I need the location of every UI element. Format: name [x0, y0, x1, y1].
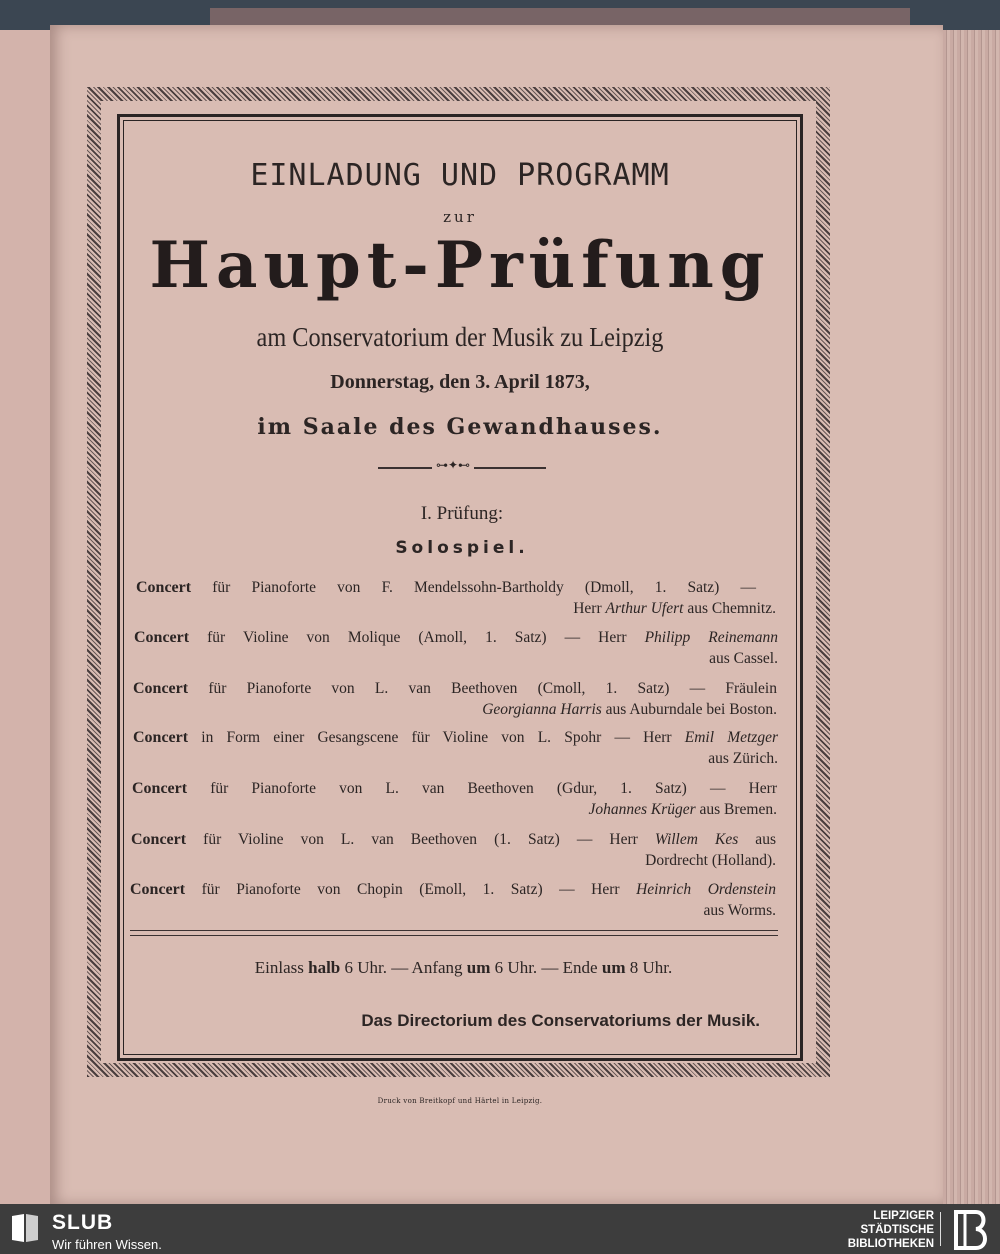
schedule-line	[117, 958, 810, 978]
program-item	[131, 829, 776, 871]
item-text: für Pianoforte von L. van Beethoven (Gdur, 1. Satz) — Herr	[187, 780, 777, 797]
program-item	[133, 678, 777, 720]
program-item	[130, 879, 776, 921]
slub-tagline: Wir führen Wissen.	[52, 1237, 162, 1252]
performer-name: Georgianna Harris	[482, 701, 602, 718]
item-lead: Concert	[131, 831, 187, 848]
item-text: aus Cassel.	[709, 650, 778, 667]
director-signature: Das Directorium des Conservatoriums der Musik.	[361, 1011, 760, 1030]
item-text: aus Worms.	[703, 902, 776, 919]
schedule-text: 6 Uhr. — Ende	[490, 958, 602, 977]
item-text: aus	[738, 831, 776, 848]
printer-note: Druck von Breitkopf und Härtel in Leipzig.	[377, 1097, 543, 1105]
item-text: Dordrecht (Holland).	[645, 852, 776, 869]
program-item	[132, 778, 777, 820]
item-text: für Pianoforte von L. van Beethoven (Cmoll, 1. Satz) — Fräulein	[188, 680, 777, 697]
slub-name: SLUB	[52, 1211, 114, 1234]
item-text: für Pianoforte von F. Mendelssohn-Bartholdy (Dmoll, 1. Satz) —	[191, 579, 756, 596]
lsb-logo-icon	[952, 1210, 990, 1250]
item-lead: Concert	[133, 729, 189, 746]
subsection-heading: Solospiel.	[395, 538, 529, 558]
item-text: für Pianoforte von Chopin (Emoll, 1. Satz) — Herr	[185, 881, 637, 898]
lsb-line: LEIPZIGER	[873, 1210, 934, 1222]
item-text: aus Bremen.	[695, 801, 777, 818]
schedule-text: halb	[308, 958, 341, 977]
performer-name: Philipp Reinemann	[644, 629, 778, 646]
section-heading: I. Prüfung:	[420, 503, 504, 524]
item-text: Herr	[573, 600, 606, 617]
left-page-edge	[0, 30, 55, 1204]
item-text: für Violine von Molique (Amoll, 1. Satz) — Herr	[189, 629, 645, 646]
performer-name: Heinrich Ordenstein	[636, 881, 776, 898]
item-text: für Violine von L. van Beethoven (1. Satz) — Herr	[186, 831, 655, 848]
schedule-text: 6 Uhr. — Anfang	[340, 958, 467, 977]
item-lead: Concert	[132, 780, 188, 797]
heading-invitation: EINLADUNG UND PROGRAMM	[250, 158, 670, 193]
performer-name: Willem Kes	[654, 831, 739, 848]
program-item	[136, 577, 776, 619]
schedule-text: 8 Uhr.	[625, 958, 673, 977]
performer-name: Emil Metzger	[684, 729, 778, 746]
footer-divider	[940, 1212, 941, 1246]
item-lead: Concert	[134, 629, 190, 646]
double-rule-bottom	[130, 935, 778, 936]
item-text: aus Auburndale bei Boston.	[601, 701, 777, 718]
schedule-text: um	[601, 958, 626, 977]
slub-logo-icon	[10, 1212, 40, 1244]
item-lead: Concert	[133, 680, 189, 697]
item-text: aus Zürich.	[708, 750, 778, 767]
page-title: Haupt-Prüfung	[149, 228, 771, 303]
heading-zur: zur	[443, 208, 477, 226]
schedule-text: Einlass	[254, 958, 309, 977]
page-stack-edge	[936, 30, 1000, 1204]
lsb-name	[814, 1209, 934, 1251]
item-lead: Concert	[136, 579, 192, 596]
date-line: Donnerstag, den 3. April 1873,	[330, 371, 590, 393]
institution-line: am Conservatorium der Musik zu Leipzig	[256, 322, 664, 352]
performer-name: Johannes Krüger	[588, 801, 696, 818]
venue-line: im Saale des Gewandhauses.	[257, 414, 663, 440]
program-item	[134, 627, 778, 669]
item-text: aus Chemnitz.	[683, 600, 776, 617]
double-rule-top	[130, 930, 778, 931]
footer-bar	[0, 1204, 1000, 1254]
item-lead: Concert	[130, 881, 186, 898]
lsb-line: BIBLIOTHEKEN	[847, 1238, 934, 1250]
lsb-line: STÄDTISCHE	[860, 1224, 934, 1236]
program-item	[133, 727, 778, 769]
ornament-divider	[378, 467, 546, 469]
schedule-text: um	[466, 958, 491, 977]
item-text: in Form einer Gesangscene für Violine von L. Spohr — Herr	[188, 729, 685, 746]
performer-name: Arthur Ufert	[605, 600, 684, 617]
